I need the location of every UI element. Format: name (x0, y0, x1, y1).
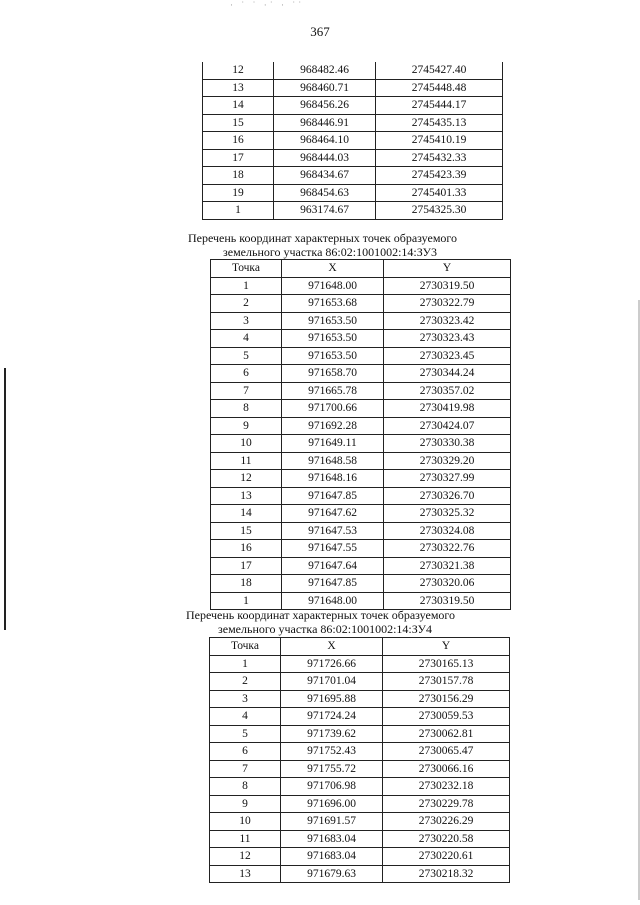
table-row (210, 848, 510, 866)
cell-point: 6 (211, 365, 282, 383)
table-row (211, 312, 511, 330)
table-row (203, 114, 503, 132)
table-row (211, 382, 511, 400)
cell-y: 2730330.38 (384, 435, 511, 453)
table-header-row (210, 638, 510, 656)
cell-y: 2745435.13 (376, 114, 503, 132)
cell-y: 2730324.08 (384, 522, 511, 540)
cell-point: 12 (210, 848, 281, 866)
cell-x: 971647.53 (282, 522, 384, 540)
table-row (210, 795, 510, 813)
cell-x: 971726.66 (281, 655, 383, 673)
cell-point: 18 (203, 167, 274, 185)
cell-point: 2 (210, 673, 281, 691)
cell-x: 968446.91 (274, 114, 376, 132)
cell-point: 3 (210, 690, 281, 708)
coordinates-table-zu3 (210, 259, 511, 610)
cell-y: 2730062.81 (383, 725, 510, 743)
table-row (210, 655, 510, 673)
cell-point: 9 (211, 417, 282, 435)
header-point: Точка (211, 260, 282, 278)
table-row (210, 708, 510, 726)
cell-x: 971658.70 (282, 365, 384, 383)
table-row (210, 673, 510, 691)
cell-point: 11 (210, 830, 281, 848)
header-point: Точка (210, 638, 281, 656)
cell-x: 971647.55 (282, 540, 384, 558)
table-row (203, 79, 503, 97)
cell-y: 2730323.43 (384, 330, 511, 348)
cell-y: 2730226.29 (383, 813, 510, 831)
cell-y: 2730424.07 (384, 417, 511, 435)
cell-y: 2745444.17 (376, 97, 503, 115)
cell-y: 2730218.32 (383, 865, 510, 883)
cell-x: 971653.50 (282, 330, 384, 348)
cell-y: 2754325.30 (376, 202, 503, 220)
cell-point: 15 (211, 522, 282, 540)
cell-y: 2730323.45 (384, 347, 511, 365)
scan-artifact: · ˙ ˙ ·˙ · ˙˙ (230, 0, 305, 10)
cell-point: 14 (203, 97, 274, 115)
table-row (211, 557, 511, 575)
cell-y: 2730326.70 (384, 487, 511, 505)
cell-x: 971692.28 (282, 417, 384, 435)
cell-x: 971647.85 (282, 575, 384, 593)
cell-y: 2730325.32 (384, 505, 511, 523)
cell-x: 971695.88 (281, 690, 383, 708)
cell-x: 971647.64 (282, 557, 384, 575)
header-y: Y (384, 260, 511, 278)
cell-x: 971653.68 (282, 295, 384, 313)
cell-point: 17 (211, 557, 282, 575)
cell-point: 14 (211, 505, 282, 523)
cell-x: 971647.85 (282, 487, 384, 505)
cell-point: 19 (203, 184, 274, 202)
cell-point: 10 (211, 435, 282, 453)
table-row (210, 760, 510, 778)
cell-y: 2730322.79 (384, 295, 511, 313)
cell-y: 2730059.53 (383, 708, 510, 726)
cell-point: 17 (203, 149, 274, 167)
cell-point: 8 (210, 778, 281, 796)
cell-point: 15 (203, 114, 274, 132)
table-caption-zu4-parcel: земельного участка 86:02:1001002:14:ЗУ4 (218, 622, 432, 636)
cell-x: 971647.62 (282, 505, 384, 523)
cell-y: 2745427.40 (376, 62, 503, 79)
cell-y: 2730220.61 (383, 848, 510, 866)
cell-y: 2730327.99 (384, 470, 511, 488)
table-row (210, 865, 510, 883)
cell-point: 2 (211, 295, 282, 313)
cell-x: 971706.98 (281, 778, 383, 796)
cell-point: 5 (211, 347, 282, 365)
table-row (211, 295, 511, 313)
cell-y: 2730229.78 (383, 795, 510, 813)
table-row (203, 202, 503, 220)
table-row (210, 725, 510, 743)
cell-y: 2730220.58 (383, 830, 510, 848)
cell-point: 16 (211, 540, 282, 558)
cell-x: 971653.50 (282, 347, 384, 365)
header-x: X (281, 638, 383, 656)
cell-point: 1 (211, 277, 282, 295)
cell-point: 18 (211, 575, 282, 593)
table-row (203, 149, 503, 167)
cell-y: 2730320.06 (384, 575, 511, 593)
cell-y: 2730344.24 (384, 365, 511, 383)
cell-x: 971665.78 (282, 382, 384, 400)
cell-x: 971739.62 (281, 725, 383, 743)
table-row (211, 505, 511, 523)
cell-point: 13 (211, 487, 282, 505)
table-row (203, 97, 503, 115)
scan-edge-mark (4, 368, 6, 630)
table-caption-zu3-parcel: земельного участка 86:02:1001002:14:ЗУ3 (223, 245, 437, 259)
table-row (211, 277, 511, 295)
cell-y: 2730419.98 (384, 400, 511, 418)
cell-x: 968456.26 (274, 97, 376, 115)
table-row (211, 330, 511, 348)
table-row (211, 452, 511, 470)
cell-x: 963174.67 (274, 202, 376, 220)
cell-y: 2730323.42 (384, 312, 511, 330)
cell-point: 16 (203, 132, 274, 150)
cell-y: 2730322.76 (384, 540, 511, 558)
table-row (210, 690, 510, 708)
header-y: Y (383, 638, 510, 656)
cell-y: 2730165.13 (383, 655, 510, 673)
cell-point: 12 (203, 62, 274, 79)
cell-y: 2730157.78 (383, 673, 510, 691)
table-row (211, 575, 511, 593)
table-row (210, 813, 510, 831)
cell-x: 968454.63 (274, 184, 376, 202)
table-row (211, 365, 511, 383)
cell-x: 971649.11 (282, 435, 384, 453)
cell-x: 968460.71 (274, 79, 376, 97)
cell-point: 11 (211, 452, 282, 470)
cell-y: 2730066.16 (383, 760, 510, 778)
cell-y: 2730319.50 (384, 277, 511, 295)
header-x: X (282, 260, 384, 278)
cell-x: 971648.16 (282, 470, 384, 488)
table-row (211, 400, 511, 418)
cell-point: 4 (210, 708, 281, 726)
cell-x: 971648.00 (282, 277, 384, 295)
cell-point: 13 (203, 79, 274, 97)
table-caption-zu3: Перечень координат характерных точек образуемого (188, 231, 458, 245)
cell-y: 2730232.18 (383, 778, 510, 796)
cell-x: 968482.46 (274, 62, 376, 79)
table-row (211, 470, 511, 488)
table-row (211, 435, 511, 453)
table-row (203, 167, 503, 185)
table-row (211, 592, 511, 610)
cell-point: 4 (211, 330, 282, 348)
cell-x: 968464.10 (274, 132, 376, 150)
cell-x: 971755.72 (281, 760, 383, 778)
table-row (203, 62, 503, 79)
cell-y: 2745448.48 (376, 79, 503, 97)
table-row (203, 132, 503, 150)
cell-point: 6 (210, 743, 281, 761)
table-row (210, 743, 510, 761)
cell-point: 13 (210, 865, 281, 883)
cell-point: 9 (210, 795, 281, 813)
table-row (210, 778, 510, 796)
cell-y: 2745423.39 (376, 167, 503, 185)
cell-point: 1 (203, 202, 274, 220)
page-number: 367 (310, 24, 330, 39)
coordinates-table-continued (202, 62, 503, 220)
table-row (211, 522, 511, 540)
table-row (211, 487, 511, 505)
cell-y: 2745401.33 (376, 184, 503, 202)
coordinates-table-zu4 (209, 637, 510, 883)
cell-x: 971683.04 (281, 830, 383, 848)
cell-point: 1 (210, 655, 281, 673)
table-row (211, 540, 511, 558)
table-row (203, 184, 503, 202)
cell-x: 971696.00 (281, 795, 383, 813)
cell-point: 1 (211, 592, 282, 610)
table-header-row (211, 260, 511, 278)
cell-point: 7 (211, 382, 282, 400)
cell-x: 971752.43 (281, 743, 383, 761)
cell-point: 3 (211, 312, 282, 330)
cell-x: 971683.04 (281, 848, 383, 866)
cell-y: 2730321.38 (384, 557, 511, 575)
cell-x: 971648.58 (282, 452, 384, 470)
table-caption-zu4: Перечень координат характерных точек образуемого (186, 608, 456, 622)
cell-y: 2730329.20 (384, 452, 511, 470)
cell-y: 2730319.50 (384, 592, 511, 610)
table-row (211, 417, 511, 435)
cell-x: 968444.03 (274, 149, 376, 167)
cell-x: 971700.66 (282, 400, 384, 418)
cell-y: 2730357.02 (384, 382, 511, 400)
cell-x: 971679.63 (281, 865, 383, 883)
cell-x: 971701.04 (281, 673, 383, 691)
cell-point: 5 (210, 725, 281, 743)
cell-x: 971648.00 (282, 592, 384, 610)
cell-point: 7 (210, 760, 281, 778)
cell-x: 971691.57 (281, 813, 383, 831)
cell-x: 971724.24 (281, 708, 383, 726)
table-row (211, 347, 511, 365)
cell-y: 2745410.19 (376, 132, 503, 150)
cell-point: 12 (211, 470, 282, 488)
cell-y: 2730156.29 (383, 690, 510, 708)
cell-x: 968434.67 (274, 167, 376, 185)
cell-y: 2730065.47 (383, 743, 510, 761)
cell-y: 2745432.33 (376, 149, 503, 167)
table-row (210, 830, 510, 848)
cell-point: 10 (210, 813, 281, 831)
cell-point: 8 (211, 400, 282, 418)
cell-x: 971653.50 (282, 312, 384, 330)
